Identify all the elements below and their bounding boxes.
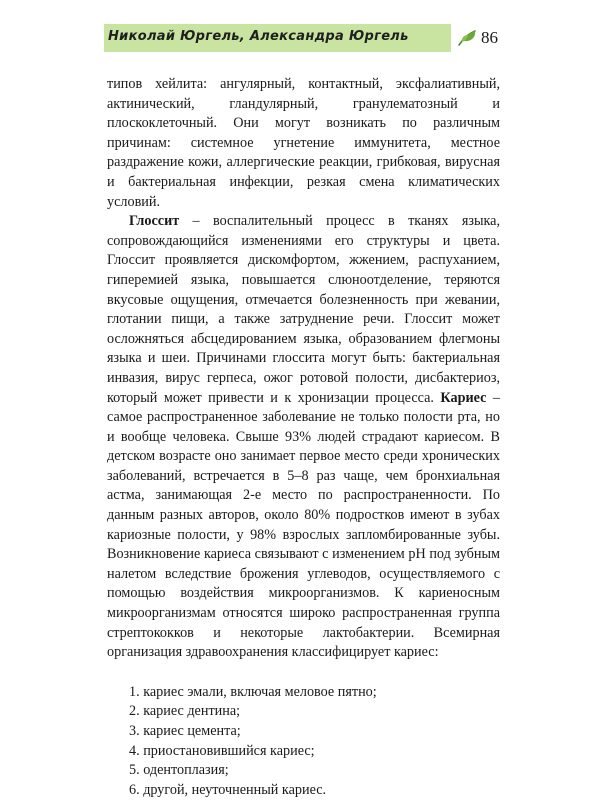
header-bar [104,24,451,52]
term-glossitis: Глоссит [129,213,180,230]
list-item: 4. приостановившийся кариес; [129,742,315,759]
header-authors: Николай Юргель, Александра Юргель [108,29,409,44]
caries-text: – самое распространенное заболевание не только полости рта, но и вообще человека. Свыше 93% людей страдают кариесом. В детском возрасте оно занимает первое место среди хронических заболеваний, встречается в 5–8 раз чаще, чем бронхиальная астма, занимающая 2-е место по распространенности. По данным разных авторов, около 80% подростков имеют в зубах кариозные полости, у 98% взрослых запломбированные зубы. Возникновение кариеса связывают с изменением pH под зубным налетом вследствие брожения углеводов, осуществляемого с помощью воздействия микроорганизмов. К кариеносным микроорганизмам относятся широко распространенная группа стрептококков и некоторые лактобактерии. Всемирная организация здравоохранения классифицирует кариес: [107,389,500,661]
page-body [107,75,500,800]
page-number: 86 [481,28,498,47]
list-item: 3. кариес цемента; [129,723,241,739]
running-header [104,24,500,52]
leaf-icon [457,28,477,48]
paragraph-glossitis-caries [107,212,500,663]
paragraph-cheilitis: типов хейлита: ангулярный, контактный, эксфалиативный, актинический, гландулярный, гранулематозный и плоскоклеточный. Они могут возникать по различным причинам: системное угнетение иммунитета, местное раздражение кожи, аллергические реакции, грибковая, вирусная и бактериальная инфекции, резкая смена климатических условий. [107,76,500,210]
list-item: 5. одентоплазия; [129,762,229,779]
glossitis-text: – воспалительный процесс в тканях языка, сопровождающийся изменениями его структуры и цвета. Глоссит проявляется дискомфортом, жжением, распуханием, гиперемией языка, повышается слюноотделение, теряются вкусовые ощущения, отмечается болезненность при жевании, глотании пищи, а также затруднение речи. Глоссит может осложняться абсцедированием языка, образованием флегмоны языка и шеи. Причинами глоссита могут быть: бактериальная инвазия, вирус герпеса, ожог ротовой полости, дисбактериоз, который может привести и к хронизации процесса. [107,213,500,406]
caries-classification-list [107,683,500,800]
list-item: 6. другой, неуточненный кариес. [129,781,327,798]
term-caries: Кариес [440,389,487,406]
list-item: 1. кариес эмали, включая меловое пятно; [129,683,377,700]
list-item: 2. кариес дентина; [129,703,241,720]
